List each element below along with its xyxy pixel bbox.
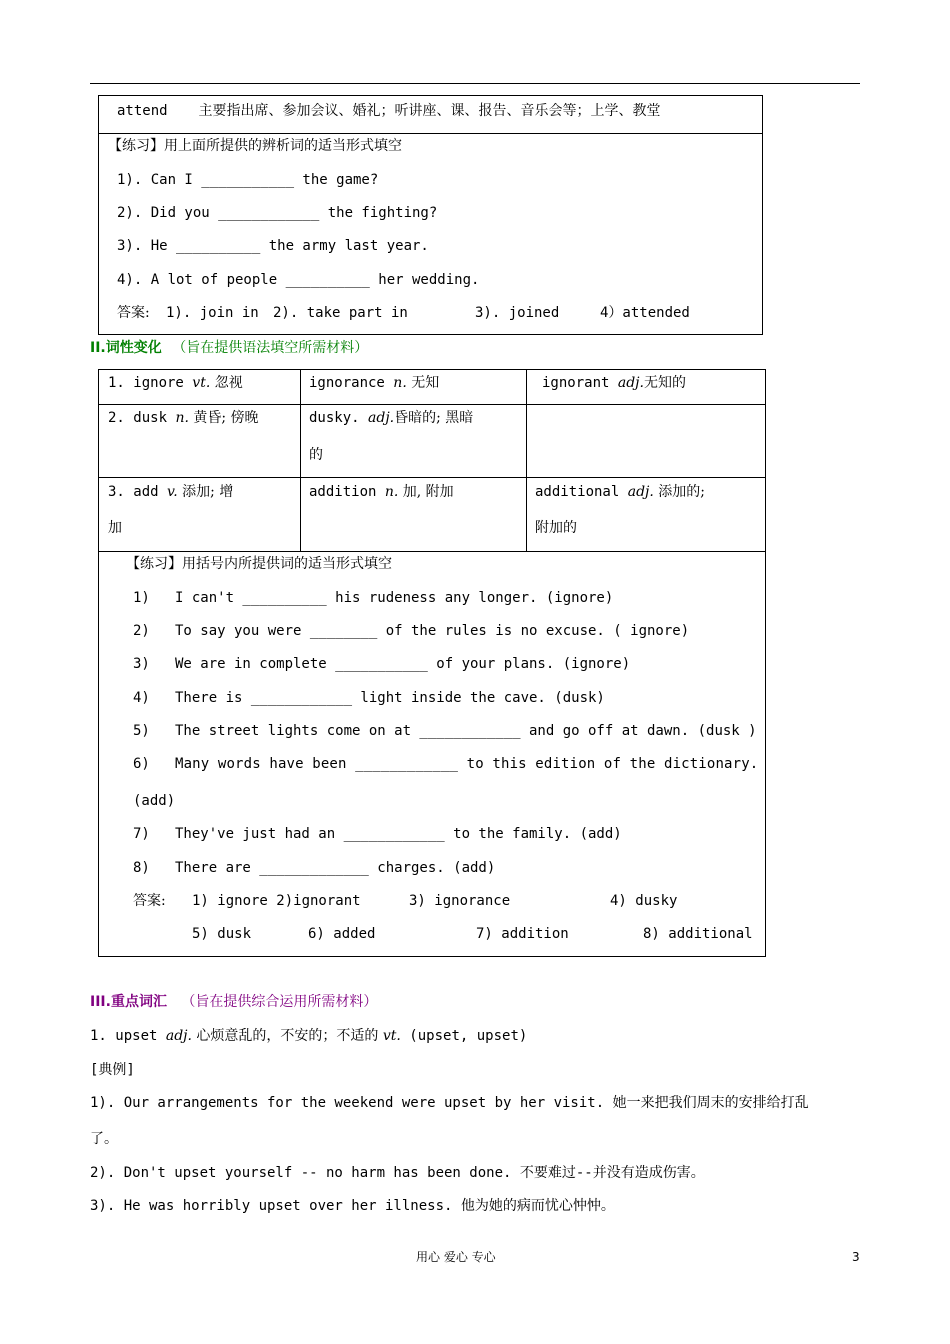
- exercise2-item-2: To say you were ________ of the rules is no excuse. ( ignore): [175, 623, 690, 639]
- exercise2-item-8: There are _____________ charges. (add): [175, 860, 496, 876]
- attend-word: attend: [117, 103, 168, 119]
- example-1-cont: 了。: [90, 1131, 118, 1147]
- exercise1-item-4: 4). A lot of people __________ her wedding.: [117, 272, 480, 288]
- exercise2-item-3: We are in complete ___________ of your plans. (ignore): [175, 656, 631, 672]
- exercise1-answer-1: 1). join in: [166, 305, 259, 321]
- exercise1-item-2: 2). Did you ____________ the fighting?: [117, 205, 438, 221]
- exercise2-answer-8: 8) additional: [643, 926, 753, 942]
- exercise2-num-4: 4): [133, 690, 150, 706]
- exercise2-answer-4: 4) dusky: [610, 893, 678, 909]
- section2-subheading: （旨在提供语法填空所需材料）: [172, 340, 369, 356]
- attend-box-divider: [98, 133, 763, 134]
- exercise2-num-3: 3): [133, 656, 150, 672]
- section2-heading: II.词性变化: [90, 340, 162, 356]
- exercise1-item-1: 1). Can I ___________ the game?: [117, 172, 379, 188]
- exercise1-answer-label: 答案:: [117, 305, 150, 321]
- example-2: 2). Don't upset yourself -- no harm has been done. 不要难过--并没有造成伤害。: [90, 1165, 705, 1181]
- exercise2-answer-7: 7) addition: [476, 926, 569, 942]
- cell-add: 3. add v. 添加; 增: [108, 484, 234, 500]
- table-row-divider-1: [98, 404, 766, 405]
- upset-word-line: 1. upset adj. 心烦意乱的，不安的；不适的 vt. (upset, upset): [90, 1028, 528, 1044]
- section3-heading: III.重点词汇: [90, 994, 167, 1010]
- header-rule: [90, 83, 860, 84]
- exercise2-title: 【练习】用括号内所提供词的适当形式填空: [126, 556, 392, 572]
- exercise2-item-6-cont: (add): [133, 793, 176, 809]
- exercise1-answer-4: 4）attended: [600, 305, 690, 321]
- table-col-divider-2: [526, 369, 527, 551]
- table-col-divider-1: [300, 369, 301, 551]
- exercise2-answer-label: 答案:: [133, 893, 166, 909]
- section3-subheading: （旨在提供综合运用所需材料）: [181, 994, 378, 1010]
- attend-desc: 主要指出席、参加会议、婚礼；听讲座、课、报告、音乐会等；上学、教堂: [198, 103, 661, 119]
- table-row-divider-3: [98, 551, 766, 552]
- cell-ignorant: ignorant adj.无知的: [542, 375, 686, 391]
- exercise2-answer-6: 6) added: [308, 926, 376, 942]
- cell-ignore: 1. ignore vt. 忽视: [108, 375, 243, 391]
- cell-dusk: 2. dusk n. 黄昏; 傍晚: [108, 410, 259, 426]
- exercise2-num-6: 6): [133, 756, 150, 772]
- cell-add-cont: 加: [108, 520, 122, 536]
- example-1: 1). Our arrangements for the weekend were upset by her visit. 她一来把我们周末的安排给打乱: [90, 1095, 809, 1111]
- exercise1-answer-3: 3). joined: [475, 305, 560, 321]
- exercise2-answer-3: 3) ignorance: [409, 893, 511, 909]
- exercise2-num-2: 2): [133, 623, 150, 639]
- exercise2-answer-1-2: 1) ignore 2)ignorant: [192, 893, 361, 909]
- exercise2-item-1: I can't __________ his rudeness any longer. (ignore): [175, 590, 614, 606]
- exercise2-num-8: 8): [133, 860, 150, 876]
- cell-additional: additional adj. 添加的;: [535, 484, 705, 500]
- exercise2-item-5: The street lights come on at ____________ and go off at dawn. (dusk ): [175, 723, 757, 739]
- cell-dusky: dusky. adj.昏暗的; 黑暗: [309, 410, 474, 426]
- exercise1-title: 【练习】用上面所提供的辨析词的适当形式填空: [108, 138, 402, 154]
- exercise2-item-6: Many words have been ____________ to this edition of the dictionary.: [175, 756, 759, 772]
- exercise1-answer-2: 2). take part in: [273, 305, 408, 321]
- attend-row: [117, 104, 660, 118]
- exercise2-num-1: 1): [133, 590, 150, 606]
- exercise1-item-3: 3). He __________ the army last year.: [117, 238, 429, 254]
- exercise2-item-4: There is ____________ light inside the cave. (dusk): [175, 690, 605, 706]
- footer-slogan: 用心 爱心 专心: [416, 1250, 496, 1264]
- exercise2-answer-5: 5) dusk: [192, 926, 252, 942]
- page-number: 3: [852, 1250, 860, 1264]
- exercise2-num-5: 5): [133, 723, 150, 739]
- section3-heading-row: [90, 995, 377, 1009]
- exercise2-num-7: 7): [133, 826, 150, 842]
- example-label: [典例]: [90, 1062, 135, 1078]
- table-row-divider-2: [98, 477, 766, 478]
- section2-heading-row: [90, 341, 368, 355]
- cell-ignorance: ignorance n. 无知: [309, 375, 440, 391]
- cell-additional-cont: 附加的: [535, 520, 577, 536]
- exercise2-item-7: They've just had an ____________ to the family. (add): [175, 826, 622, 842]
- example-3: 3). He was horribly upset over her illness. 他为她的病而忧心忡忡。: [90, 1198, 615, 1214]
- cell-addition: addition n. 加, 附加: [309, 484, 454, 500]
- cell-dusky-cont: 的: [309, 447, 323, 463]
